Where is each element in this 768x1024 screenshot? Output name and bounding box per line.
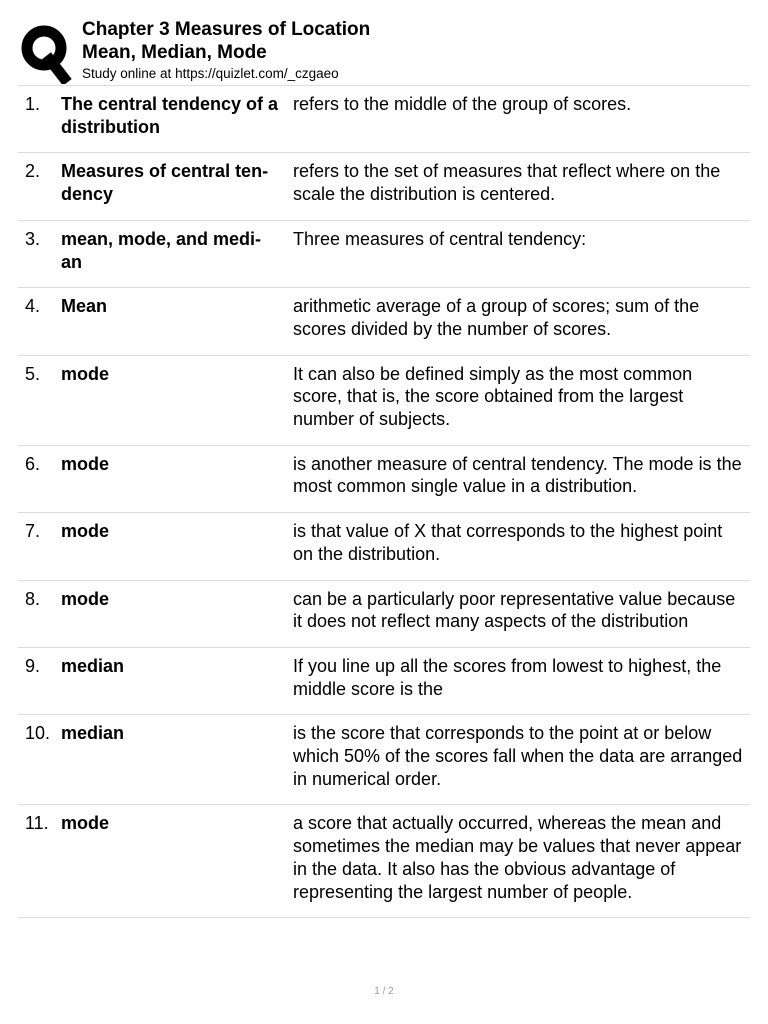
card-number: 10. bbox=[25, 723, 51, 744]
card-term: mode bbox=[61, 588, 110, 609]
page-header bbox=[18, 16, 750, 84]
page-indicator: 1 / 2 bbox=[374, 986, 394, 997]
card-term: Measures of central ten- dency bbox=[61, 161, 269, 205]
flashcard-row bbox=[18, 221, 750, 288]
card-definition: refers to the set of measures that reflect where on the scale the distribution is centered. bbox=[293, 161, 721, 205]
page-subtitle: Mean, Median, Mode bbox=[82, 42, 267, 63]
card-definition: arithmetic average of a group of scores; sum of the scores divided by the number of scores. bbox=[293, 296, 700, 339]
flashcard-row bbox=[18, 581, 750, 648]
card-term: mode bbox=[61, 813, 110, 834]
card-term: mode bbox=[61, 363, 110, 384]
card-number: 6. bbox=[25, 453, 41, 474]
card-term: Mean bbox=[61, 296, 108, 317]
quizlet-logo-icon bbox=[20, 22, 72, 84]
card-term: The central tendency of a distribution bbox=[61, 94, 279, 137]
card-number: 1. bbox=[25, 94, 41, 114]
card-number: 5. bbox=[25, 363, 41, 384]
flashcard-row bbox=[18, 356, 750, 446]
card-term: mode bbox=[61, 521, 110, 542]
card-term: mode bbox=[61, 453, 110, 474]
card-definition: refers to the middle of the group of scores. bbox=[293, 94, 632, 114]
card-definition: is another measure of central tendency. The mode is the most common single value in a distribution. bbox=[293, 453, 742, 497]
flashcard-row bbox=[18, 715, 750, 805]
card-number: 11. bbox=[25, 813, 49, 834]
flashcard-row bbox=[18, 513, 750, 580]
flashcard-row bbox=[18, 648, 750, 715]
card-number: 4. bbox=[25, 296, 41, 317]
card-definition: Three measures of central tendency: bbox=[293, 228, 587, 249]
card-definition: If you line up all the scores from lowest to highest, the middle score is the bbox=[293, 655, 722, 699]
card-number: 9. bbox=[25, 655, 41, 676]
card-number: 2. bbox=[25, 161, 41, 182]
title-block bbox=[82, 18, 370, 82]
card-number: 8. bbox=[25, 588, 41, 609]
flashcard-row bbox=[18, 446, 750, 513]
flashcard-row bbox=[18, 805, 750, 918]
card-number: 3. bbox=[25, 228, 41, 249]
card-term: median bbox=[61, 655, 125, 676]
flashcard-row bbox=[18, 153, 750, 220]
card-definition: It can also be defined simply as the most common score, that is, the score obtained from the largest number of subjects. bbox=[293, 363, 693, 430]
study-online-link[interactable]: Study online at https://quizlet.com/_czgaeo bbox=[82, 66, 339, 81]
flashcard-row bbox=[18, 86, 750, 153]
card-number: 7. bbox=[25, 521, 41, 542]
page-title: Chapter 3 Measures of Location bbox=[82, 19, 371, 40]
card-definition: can be a particularly poor representative value because it does not reflect many aspects of the distribution bbox=[293, 588, 736, 632]
card-definition: is the score that corresponds to the point at or below which 50% of the scores fall when the data are arranged in numerical order. bbox=[293, 723, 743, 789]
flashcard-list bbox=[18, 86, 750, 918]
card-definition: is that value of X that corresponds to the highest point on the distribution. bbox=[293, 521, 723, 564]
card-term: median bbox=[61, 723, 125, 744]
card-term: mean, mode, and medi- an bbox=[61, 228, 262, 272]
card-definition: a score that actually occurred, whereas the mean and sometimes the median may be values that never appear in the data. It also has the obvious advantage of representing the largest number of people. bbox=[293, 813, 742, 902]
flashcard-row bbox=[18, 288, 750, 355]
